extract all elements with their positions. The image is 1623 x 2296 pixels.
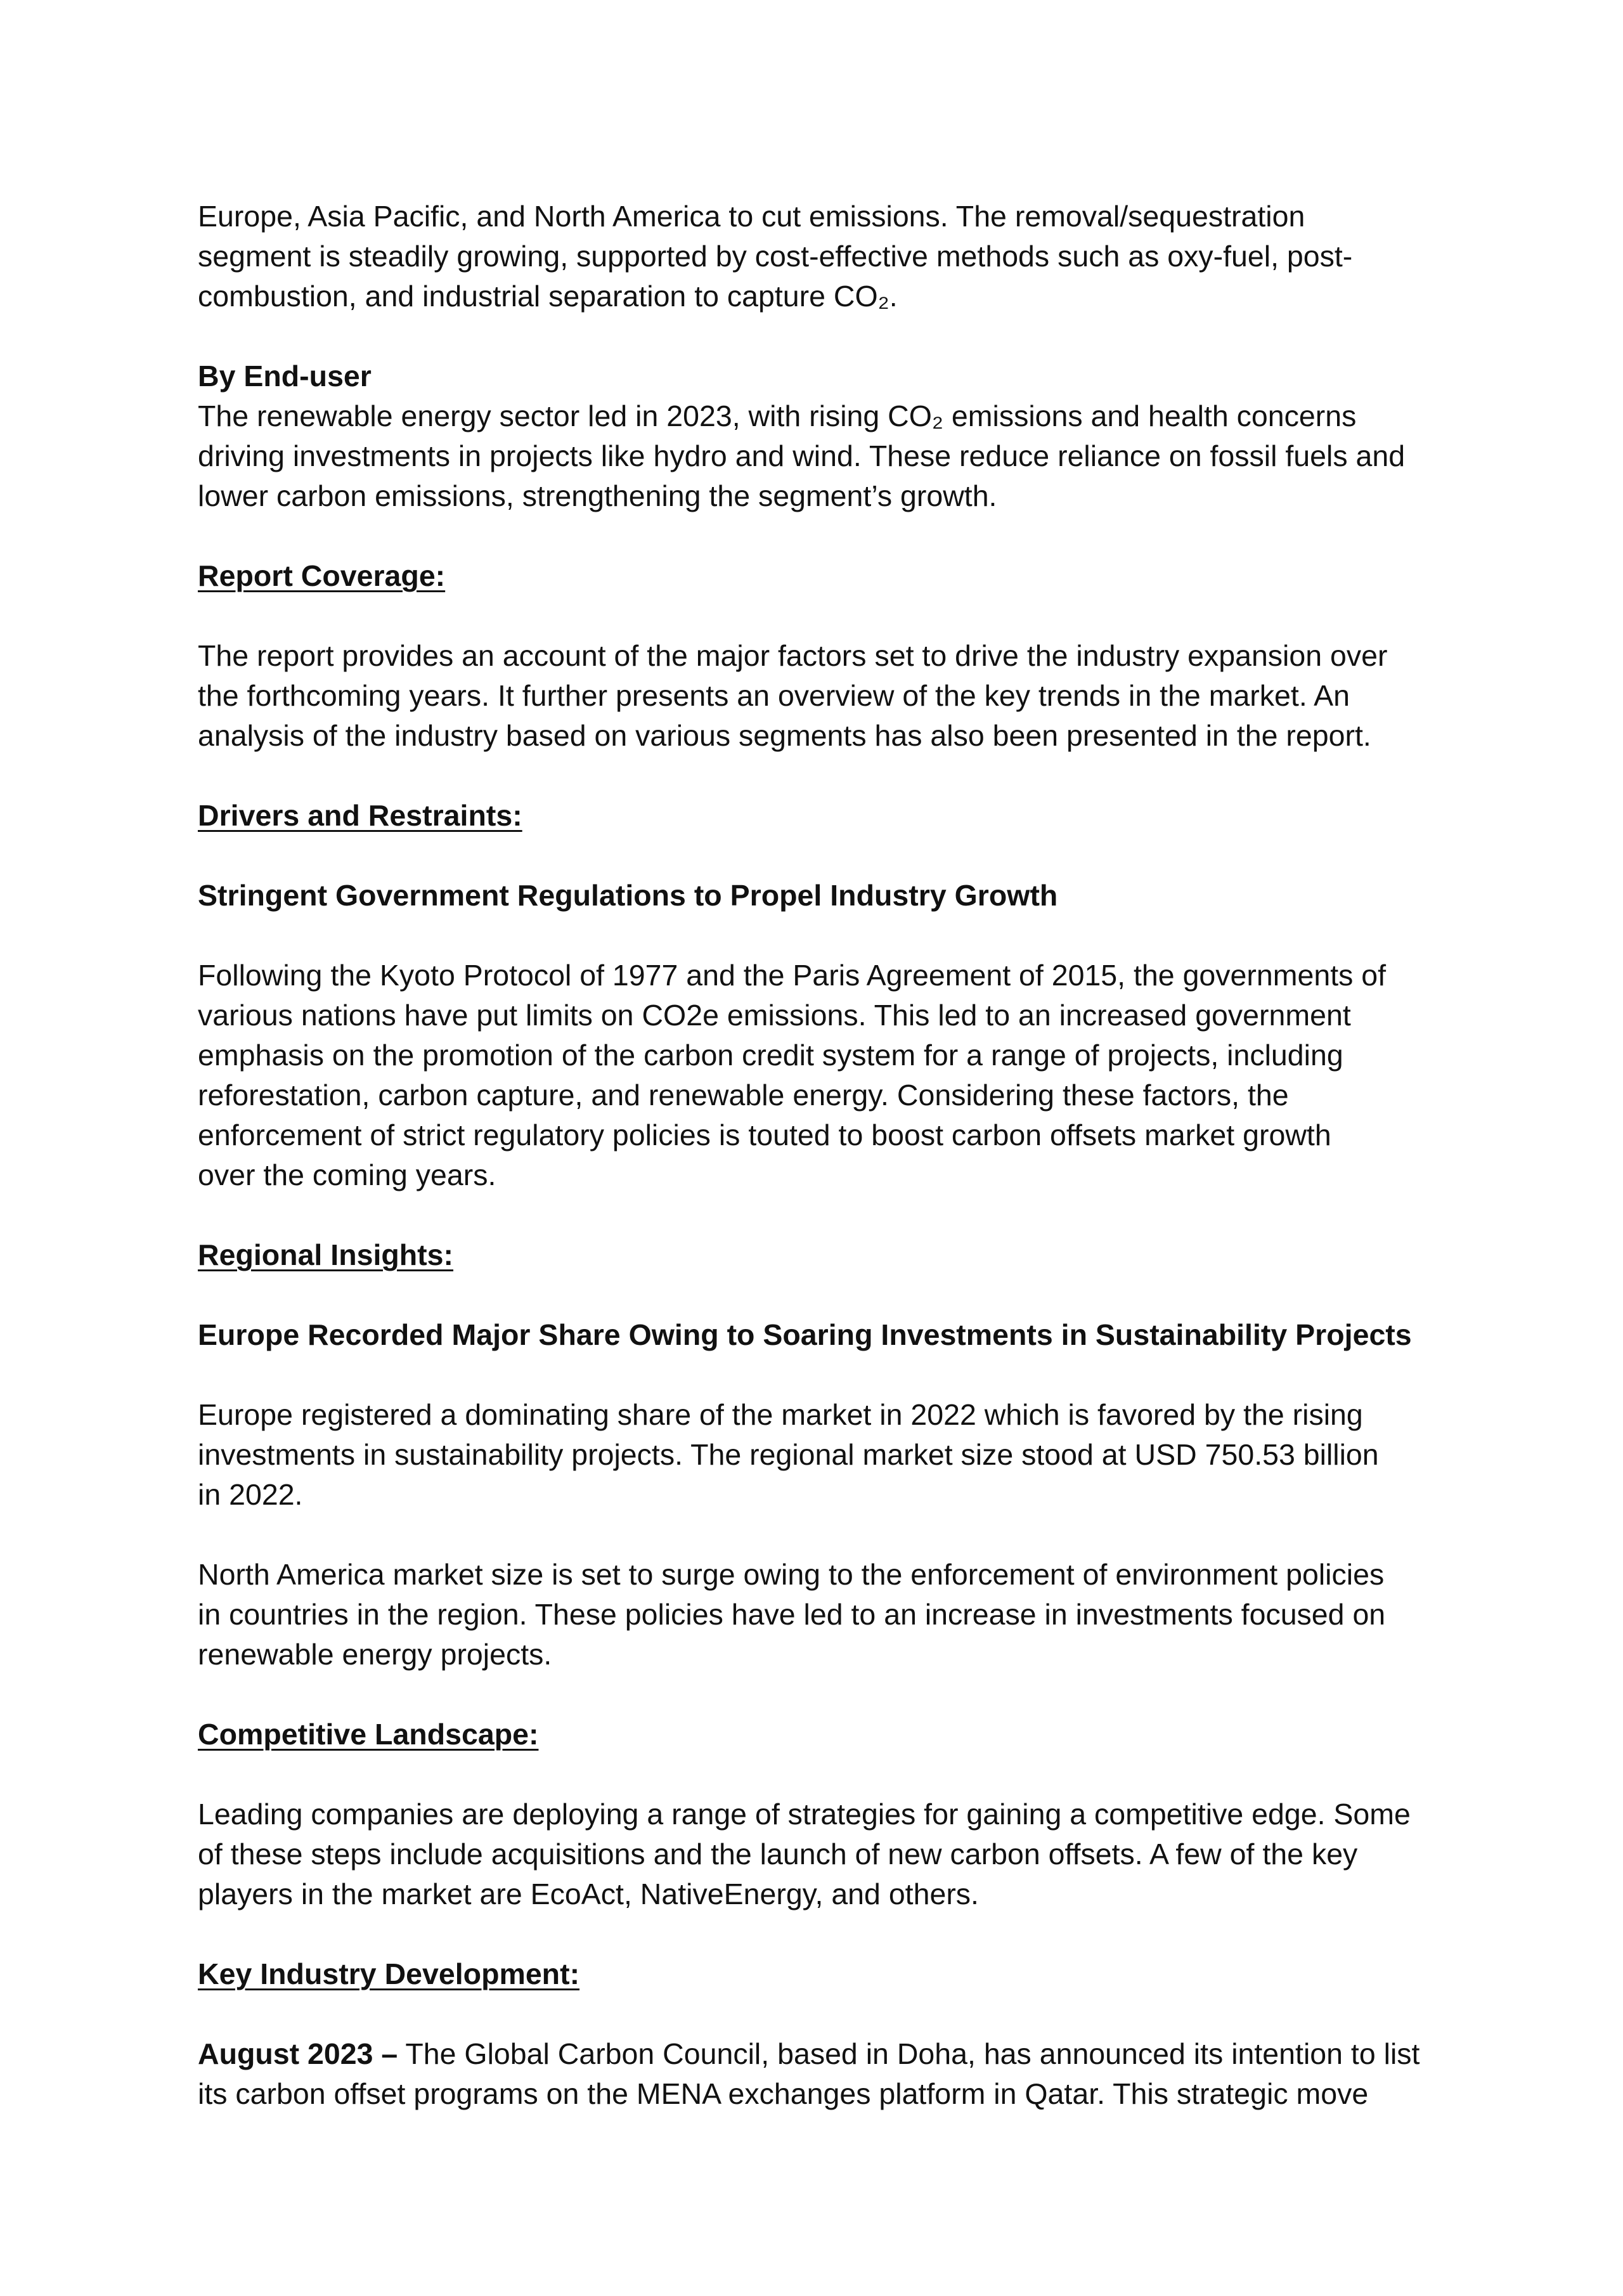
heading-text: Key Industry Development: <box>198 1957 580 1990</box>
text-line: in 2022. <box>198 1478 303 1511</box>
text-line: Europe registered a dominating share of the market in 2022 which is favored by the rising <box>198 1398 1363 1431</box>
text-line: renewable energy projects. <box>198 1638 552 1671</box>
subheading-text: Stringent Government Regulations to Propel Industry Growth <box>198 879 1058 912</box>
text-line: the forthcoming years. It further presents an overview of the key trends in the market. An <box>198 679 1350 712</box>
text-line: investments in sustainability projects. The regional market size stood at USD 750.53 billion <box>198 1438 1379 1471</box>
regional-heading <box>198 1235 1453 1275</box>
heading-text: Drivers and Restraints: <box>198 799 522 832</box>
text-line: its carbon offset programs on the MENA exchanges platform in Qatar. This strategic move <box>198 2077 1369 2110</box>
text-line: Following the Kyoto Protocol of 1977 and the Paris Agreement of 2015, the governments of <box>198 959 1387 992</box>
drivers-subheading <box>198 876 1453 916</box>
text-line: in countries in the region. These policies have led to an increase in investments focused on <box>198 1598 1386 1631</box>
drivers-paragraph <box>198 956 1453 1195</box>
competitive-heading <box>198 1715 1453 1754</box>
development-text: The Global Carbon Council, based in Doha, has announced its intention to list <box>398 2037 1420 2070</box>
text-line: various nations have put limits on CO2e emissions. This led to an increased government <box>198 999 1351 1032</box>
text-line: Europe, Asia Pacific, and North America to cut emissions. The removal/sequestration <box>198 200 1305 233</box>
heading-text: Regional Insights: <box>198 1238 454 1271</box>
text-line: players in the market are EcoAct, NativeEnergy, and others. <box>198 1878 979 1910</box>
text-line: North America market size is set to surge owing to the enforcement of environment policies <box>198 1558 1385 1591</box>
text-line: The report provides an account of the major factors set to drive the industry expansion over <box>198 639 1388 672</box>
end-user-heading: By End-user <box>198 360 372 392</box>
text-line <box>198 2034 1453 2074</box>
text-line: emphasis on the promotion of the carbon credit system for a range of projects, including <box>198 1039 1343 1072</box>
development-heading <box>198 1954 1453 1994</box>
text-line: lower carbon emissions, strengthening the segment’s growth. <box>198 479 997 512</box>
text-line: of these steps include acquisitions and the launch of new carbon offsets. A few of the key <box>198 1838 1358 1871</box>
text-line: reforestation, carbon capture, and renewable energy. Considering these factors, the <box>198 1079 1289 1112</box>
regional-subheading <box>198 1315 1453 1355</box>
text-line: The renewable energy sector led in 2023, with rising CO₂ emissions and health concerns <box>198 399 1357 432</box>
text-line: over the coming years. <box>198 1158 496 1191</box>
text-line: segment is steadily growing, supported by cost-effective methods such as oxy-fuel, post- <box>198 240 1353 273</box>
text-line: driving investments in projects like hydro and wind. These reduce reliance on fossil fuels and <box>198 439 1406 472</box>
competitive-paragraph <box>198 1794 1453 1914</box>
intro-paragraph <box>198 197 1453 316</box>
regional-paragraph-north-america <box>198 1555 1453 1675</box>
text-line: analysis of the industry based on various segments has also been presented in the report. <box>198 719 1371 752</box>
report-coverage-paragraph <box>198 636 1453 756</box>
text-line: Leading companies are deploying a range of strategies for gaining a competitive edge. Some <box>198 1798 1411 1831</box>
regional-paragraph-europe <box>198 1395 1453 1515</box>
text-line: combustion, and industrial separation to capture CO₂. <box>198 280 898 313</box>
end-user-section <box>198 356 1453 516</box>
heading-text: Report Coverage: <box>198 559 446 592</box>
subheading-text: Europe Recorded Major Share Owing to Soaring Investments in Sustainability Projects <box>198 1318 1412 1351</box>
development-date: August 2023 – <box>198 2037 398 2070</box>
development-paragraph <box>198 2034 1453 2114</box>
document-content <box>198 197 1453 2114</box>
drivers-heading <box>198 796 1453 836</box>
report-coverage-heading <box>198 556 1453 596</box>
text-line: enforcement of strict regulatory policies is touted to boost carbon offsets market growth <box>198 1119 1331 1151</box>
heading-text: Competitive Landscape: <box>198 1718 539 1751</box>
